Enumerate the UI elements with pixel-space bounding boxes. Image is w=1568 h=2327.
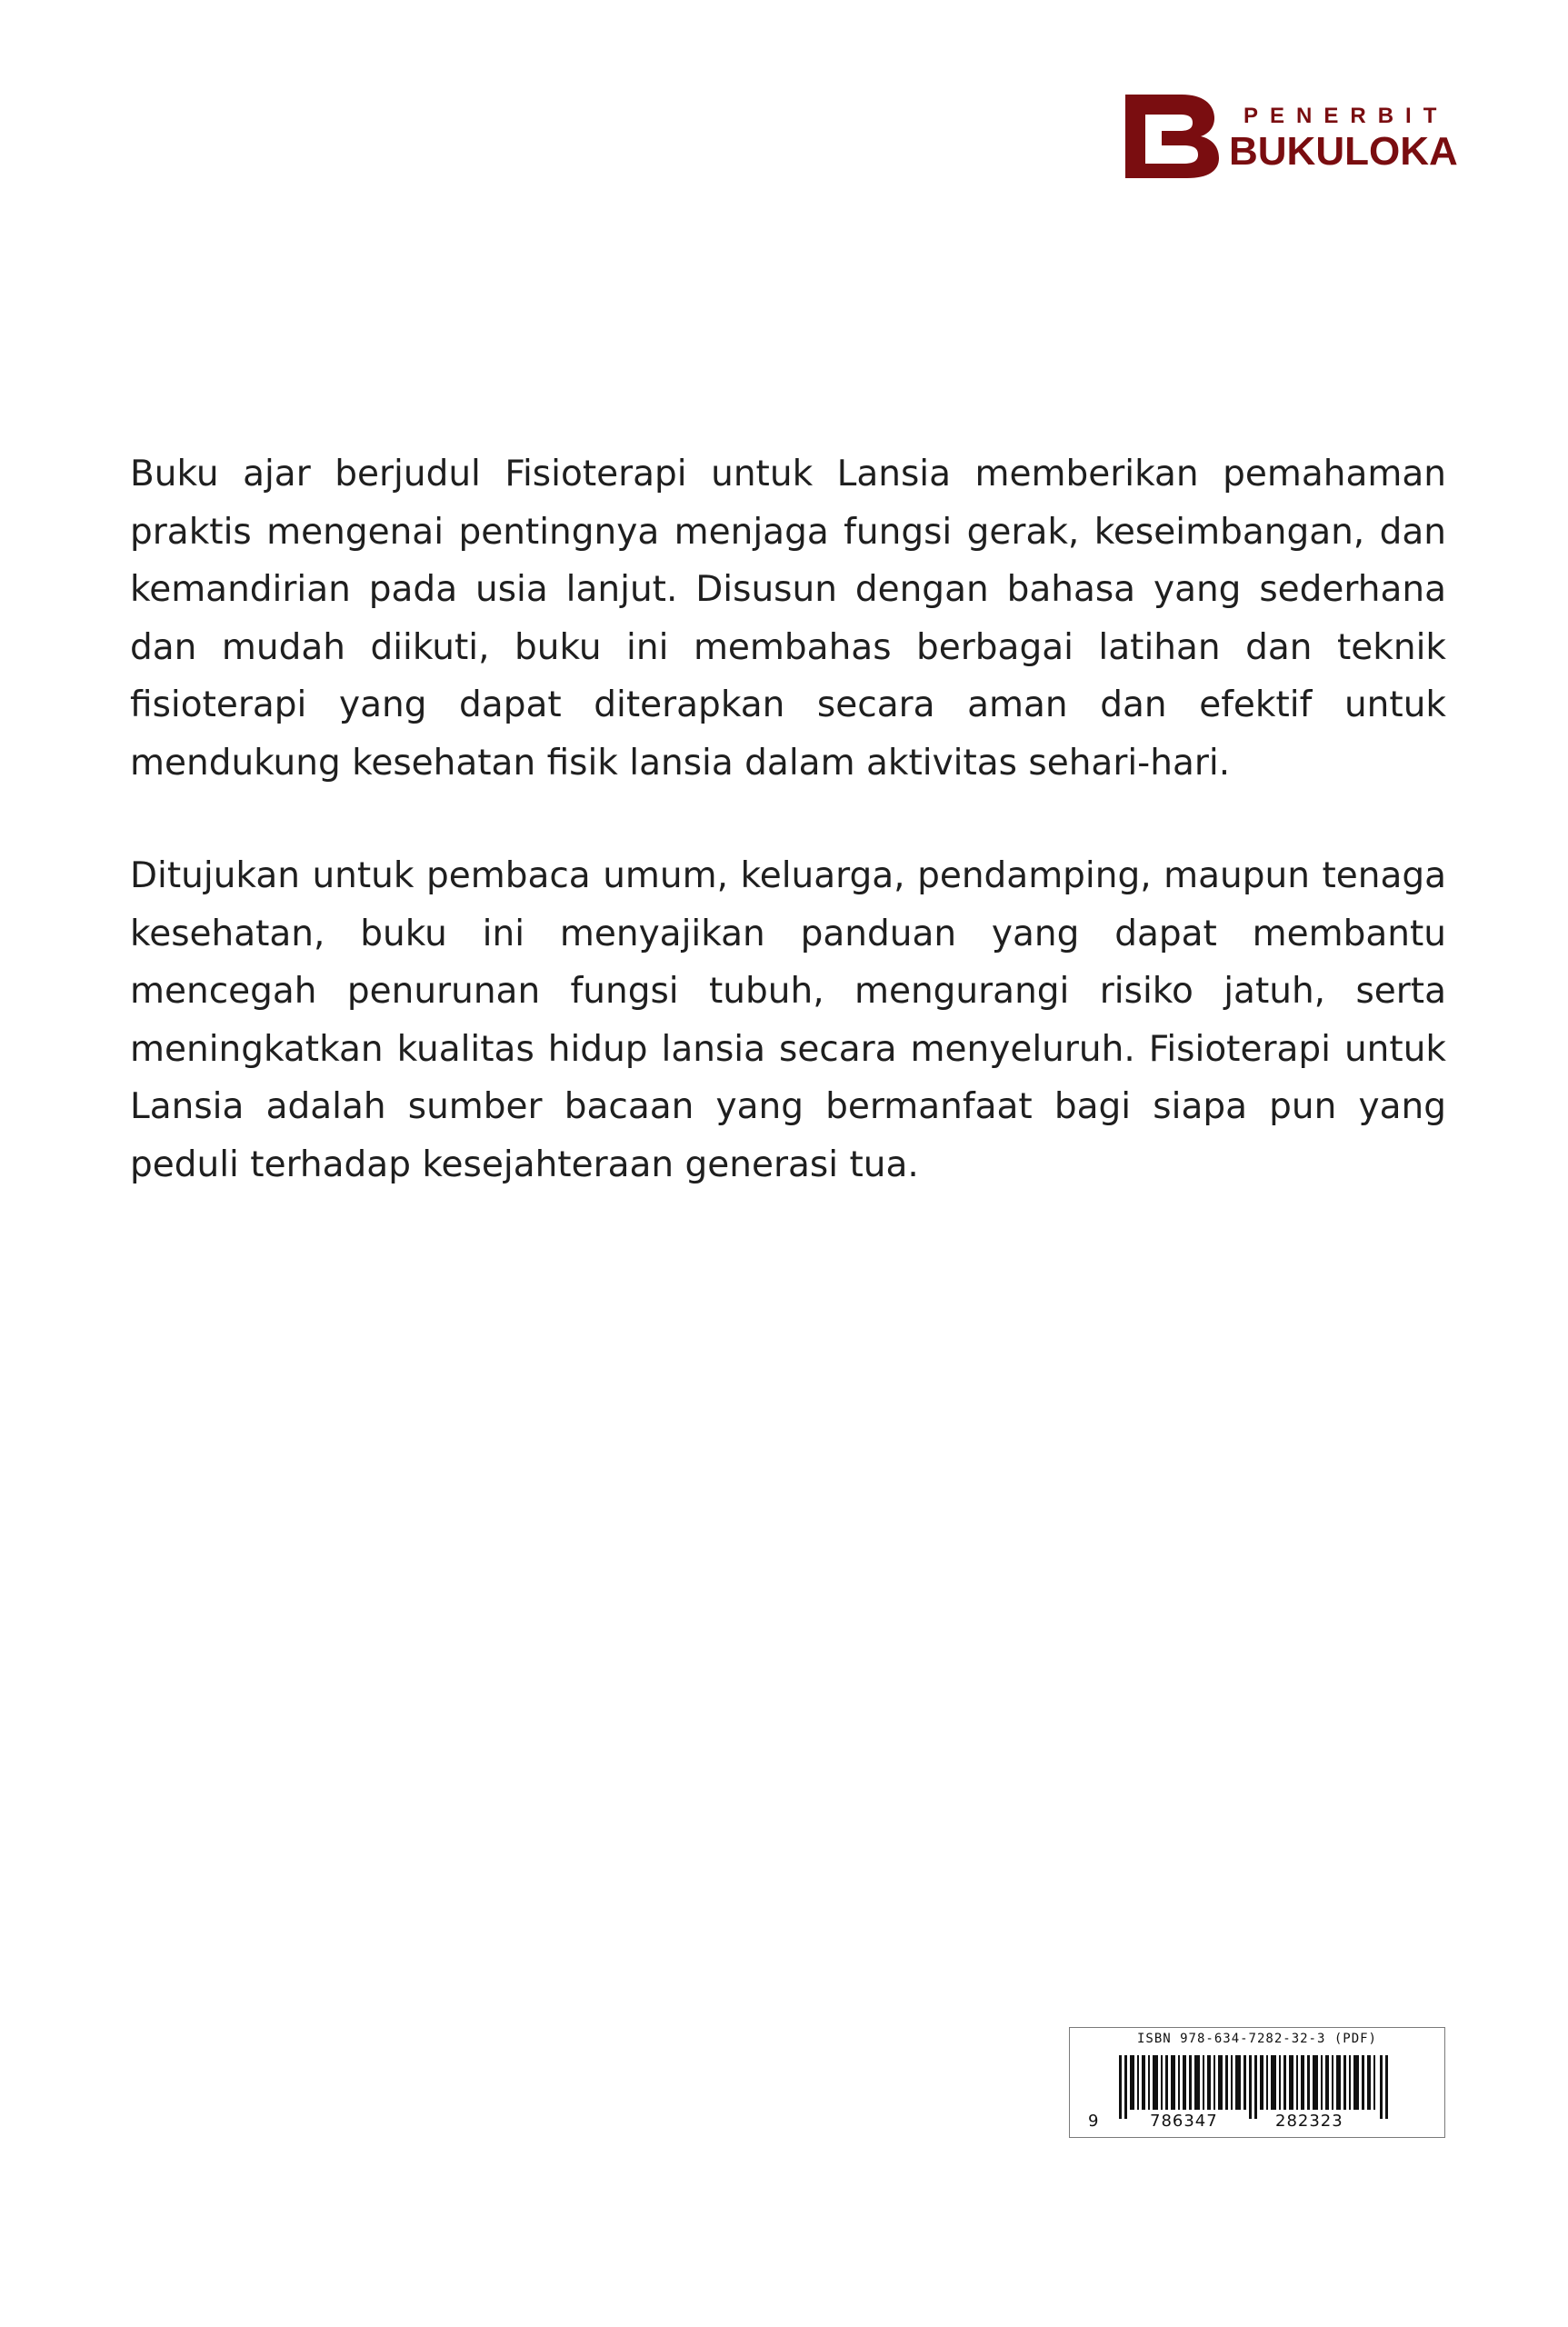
barcode-digit-group-1: 786347 bbox=[1150, 2112, 1218, 2131]
isbn-barcode bbox=[1069, 2027, 1445, 2138]
publisher-logo-mark bbox=[1125, 95, 1221, 178]
barcode-digit-group-2: 282323 bbox=[1275, 2112, 1343, 2131]
description-paragraph-1: Buku ajar berjudul Fisioterapi untuk Lansia memberikan pemahaman praktis mengenai pentingnya menjaga fungsi gerak, keseimbangan, dan kemandirian pada usia lanjut. Disusun dengan bahasa yang sederhana dan mudah diikuti, buku ini membahas berbagai latihan dan teknik fisioterapi yang dapat diterapkan secara aman dan efektif untuk mendukung kesehatan fisik lansia dalam aktivitas sehari-hari. bbox=[130, 454, 1446, 784]
description-paragraph-2: Ditujukan untuk pembaca umum, keluarga, pendamping, maupun tenaga kesehatan, buku ini menyajikan panduan yang dapat membantu mencegah penurunan fungsi tubuh, mengurangi risiko jatuh, serta meningkatkan kualitas hidup lansia secara menyeluruh. Fisioterapi untuk Lansia adalah sumber bacaan yang bermanfaat bagi siapa pun yang peduli terhadap kesejahteraan generasi tua. bbox=[130, 855, 1446, 1185]
publisher-logo bbox=[1125, 95, 1458, 178]
publisher-eyebrow: PENERBIT bbox=[1243, 104, 1449, 128]
barcode-bars bbox=[1119, 2055, 1392, 2119]
isbn-label: ISBN 978-634-7282-32-3 (PDF) bbox=[1136, 2032, 1377, 2046]
publisher-name: BUKULOKA bbox=[1229, 129, 1458, 174]
barcode-digit-lead: 9 bbox=[1088, 2112, 1099, 2131]
